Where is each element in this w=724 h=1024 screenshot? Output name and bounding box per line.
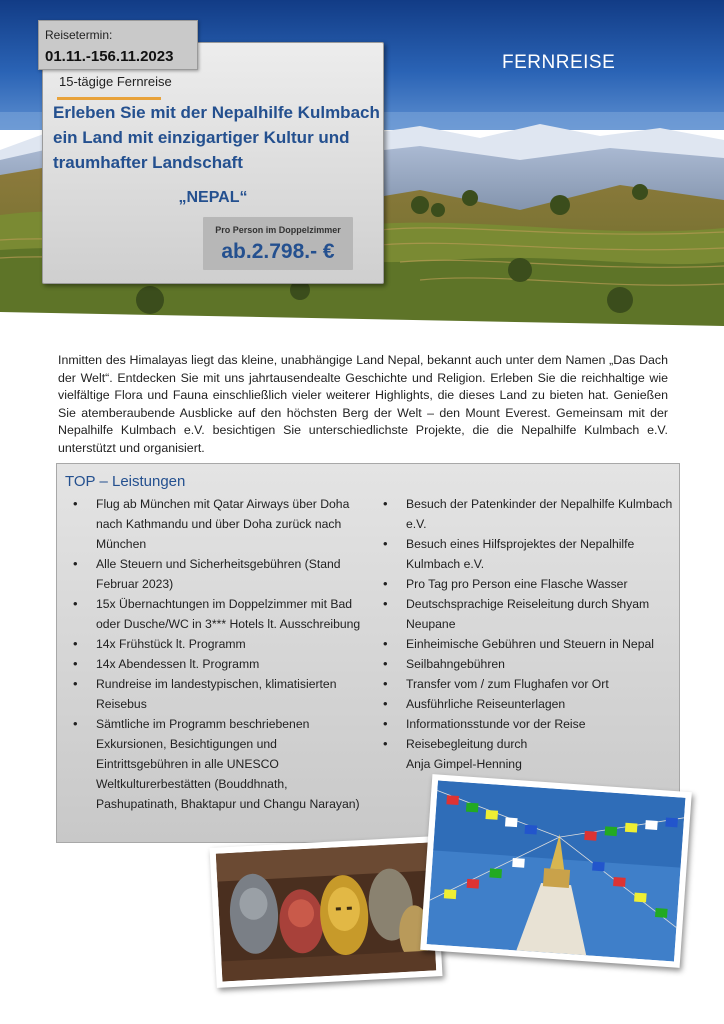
list-item: • Rundreise im landestypischen, klimatisierten Reisebus: [73, 674, 361, 714]
trip-duration: 15-tägige Fernreise: [59, 74, 172, 89]
price-value: ab.2.798.- €: [221, 240, 335, 263]
list-item-continuation: Anja Gimpel-Henning: [406, 757, 522, 771]
list-item: • Einheimische Gebühren und Steuern in Nepal: [383, 634, 673, 654]
list-item: • Seilbahngebühren: [383, 654, 673, 674]
category-label: FERNREISE: [502, 52, 616, 73]
list-item: • Ausführliche Reiseunterlagen: [383, 694, 673, 714]
list-item: • Besuch eines Hilfsprojektes der Nepalhilfe Kulmbach e.V.: [383, 534, 673, 574]
title-card: [42, 42, 384, 284]
list-item: • 15x Übernachtungen im Doppelzimmer mit Bad oder Dusche/WC in 3*** Hotels lt. Ausschreibung: [73, 594, 361, 634]
list-item: • Sämtliche im Programm beschriebenen Exkursionen, Besichtigungen und Eintrittsgebühren in alle UNESCO Weltkulturerbestätten (Bouddhnath, Pashupatinath, Bhaktapur und Changu Narayan): [73, 714, 361, 814]
list-item: • Flug ab München mit Qatar Airways über Doha nach Kathmandu und über Doha zurück nach München: [73, 494, 361, 554]
list-item: • 14x Abendessen lt. Programm: [73, 654, 361, 674]
intro-paragraph: Inmitten des Himalayas liegt das kleine, unabhängige Land Nepal, bekannt auch unter dem Namen „Das Dach der Welt“. Entdecken Sie mit uns jahrtausendealte Geschichte und Religion. Erleben Sie die reichhaltige wie vielfältige Flora und Fauna einschließlich vieler weiterer Highlights, die dieses Land zu bieten hat. Genießen Sie atemberaubende Ausblicke auf den höchsten Berg der Welt – den Mount Everest. Gemeinsam mit der Nepalhilfe Kulmbach e.V. besichtigen Sie unterschiedlichste Projekte, die die Nepalhilfe Kulmbach e.V. unterstützt und organisiert.: [58, 353, 668, 455]
list-item: • Pro Tag pro Person eine Flasche Wasser: [383, 574, 673, 594]
masks-image: [216, 842, 436, 981]
list-item: • Besuch der Patenkinder der Nepalhilfe Kulmbach e.V.: [383, 494, 673, 534]
services-title: TOP – Leistungen: [65, 473, 186, 490]
price-label: Pro Person im Doppelzimmer: [215, 225, 341, 235]
destination-title: „NEPAL“: [178, 189, 248, 206]
photo-masks: [209, 836, 442, 988]
travel-date-label: Reisetermin:: [45, 28, 113, 42]
photo-prayer-flags: [420, 774, 692, 968]
list-item: • Transfer vom / zum Flughafen vor Ort: [383, 674, 673, 694]
price-box: [203, 217, 353, 270]
page-headline: Erleben Sie mit der Nepalhilfe Kulmbach ein Land mit einzigartiger Kultur und traumhafter Landschaft: [53, 103, 380, 172]
list-item: • 14x Frühstück lt. Programm: [73, 634, 361, 654]
travel-date-tag: [38, 20, 198, 70]
list-item: • Deutschsprachige Reiseleitung durch Shyam Neupane: [383, 594, 673, 634]
list-item: • Reisebegleitung durch: [383, 734, 673, 754]
travel-date-value: 01.11.-156.11.2023: [45, 48, 174, 65]
prayer-flags-image: [427, 781, 686, 962]
list-item: • Informationsstunde vor der Reise: [383, 714, 673, 734]
services-list-left: [73, 494, 361, 814]
services-list-right: [383, 494, 673, 774]
list-item: • Alle Steuern und Sicherheitsgebühren (Stand Februar 2023): [73, 554, 361, 594]
